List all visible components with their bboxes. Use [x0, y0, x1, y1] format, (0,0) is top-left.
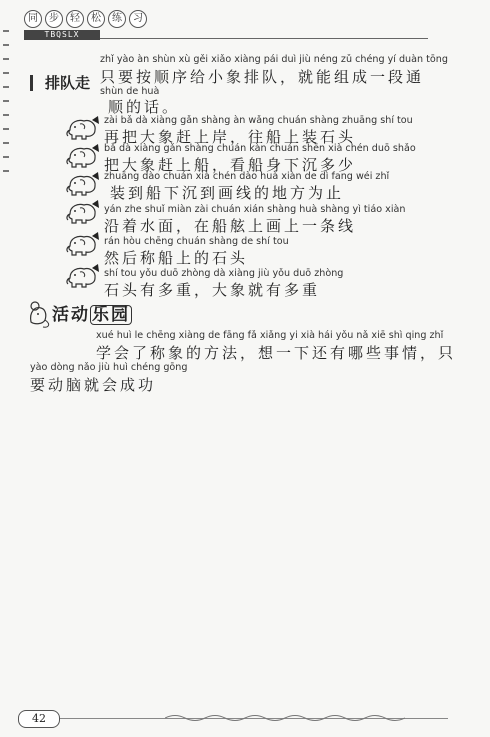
line-pinyin: shí tou yǒu duō zhòng dà xiàng jiù yǒu duō zhòng — [104, 268, 344, 279]
header-char: 练 — [108, 10, 126, 28]
elephant-icon — [64, 116, 100, 140]
line-pinyin: yán zhe shuǐ miàn zài chuán xián shàng huà shàng yì tiáo xiàn — [104, 204, 406, 215]
line-hanzi: 石头有多重，大象就有多重 — [104, 281, 321, 299]
header-char: 步 — [45, 10, 63, 28]
line-hanzi: 沿着水面，在船舷上画上一条线 — [104, 217, 357, 235]
activity-hanzi-1: 学会了称象的方法，想一下还有哪些事情，只 — [96, 344, 457, 362]
header-sub-label: TBQSLX — [24, 30, 100, 40]
elephant-icon — [64, 172, 100, 196]
header-char: 习 — [129, 10, 147, 28]
footer-decoration — [165, 713, 405, 723]
activity-pinyin-1: xué huì le chēng xiàng de fāng fǎ xiǎng yi xià hái yǒu nǎ xiē shì qing zhǐ — [96, 330, 444, 341]
header-char: 同 — [24, 10, 42, 28]
header-badge — [24, 10, 147, 28]
section-label: 排队走 — [30, 72, 90, 93]
line-pinyin: zài bǎ dà xiàng gǎn shàng àn wǎng chuán shàng zhuāng shí tou — [104, 115, 413, 126]
activity-title-boxed: 乐园 — [92, 305, 130, 325]
elephant-icon — [64, 264, 100, 288]
page-number: 42 — [18, 710, 60, 728]
line-hanzi: 然后称船上的石头 — [104, 249, 249, 267]
header-rule — [100, 38, 428, 39]
line-hanzi: 把大象赶上船，看船身下沉多少 — [104, 156, 357, 174]
intro-hanzi-2: 顺的话。 — [108, 98, 181, 116]
line-pinyin: zhuāng dào chuán xià chén dào huà xiàn de dì fang wéi zhǐ — [104, 171, 390, 182]
intro-hanzi: 只要按顺序给小象排队，就能组成一段通 — [100, 68, 425, 86]
line-hanzi: 装到船下沉到画线的地方为止 — [110, 184, 345, 202]
intro-pinyin-2: shùn de huà — [100, 86, 160, 97]
header-char: 轻 — [66, 10, 84, 28]
line-hanzi: 再把大象赶上岸，往船上装石头 — [104, 128, 357, 146]
intro-pinyin: zhǐ yào àn shùn xù gěi xiǎo xiàng pái duì jiù néng zǔ chéng yí duàn tōng — [100, 54, 448, 65]
line-pinyin: rán hòu chēng chuán shàng de shí tou — [104, 236, 289, 247]
header-char: 松 — [87, 10, 105, 28]
activity-hanzi-2: 要动脑就会成功 — [30, 376, 157, 394]
binding-marks — [3, 30, 9, 190]
activity-pinyin-2: yào dòng nǎo jiù huì chéng gōng — [30, 362, 188, 373]
elephant-icon — [64, 200, 100, 224]
line-pinyin: bǎ dà xiàng gǎn shàng chuán kàn chuán shēn xià chén duō shǎo — [104, 143, 416, 154]
section-marker — [30, 75, 43, 91]
elephant-icon — [64, 232, 100, 256]
elephant-icon — [64, 144, 100, 168]
activity-title: 活动 乐园 — [52, 305, 130, 325]
